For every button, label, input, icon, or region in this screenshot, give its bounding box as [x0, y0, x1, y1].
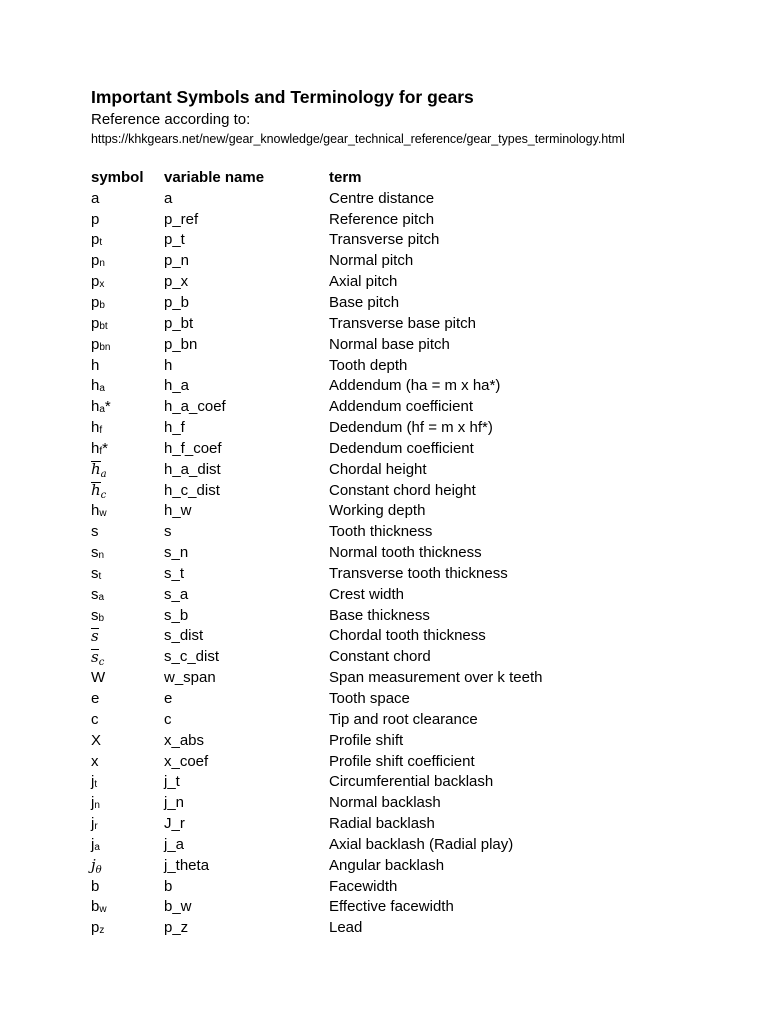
term-cell: Dedendum coefficient [329, 439, 474, 457]
variable-name-cell: s_t [164, 564, 185, 582]
reference-url: https://khkgears.net/new/gear_knowledge/gear_technical_reference/gear_types_terminology.html [91, 132, 625, 146]
symbol-base: h [91, 481, 101, 500]
term-cell: Tooth space [329, 690, 410, 708]
symbol-subscript: t [99, 237, 103, 249]
variable-name-cell: j_t [164, 773, 180, 791]
symbol-cell [91, 398, 164, 415]
symbol-cell [91, 753, 164, 770]
symbol-subscript: t [98, 570, 102, 582]
variable-name-cell: p_x [164, 273, 189, 291]
symbol-subscript: b [99, 299, 105, 311]
table-row [91, 813, 731, 834]
symbol-suffix: * [104, 398, 111, 416]
symbol-cell [91, 315, 164, 332]
term-cell: Axial pitch [329, 273, 398, 291]
symbol-base: s [91, 523, 99, 541]
table-row [91, 501, 731, 522]
symbol-base: h [91, 419, 100, 437]
symbol-base: s [91, 647, 99, 666]
term-cell: Profile shift [329, 731, 404, 749]
symbol-subscript: z [99, 925, 105, 937]
symbol-cell [91, 919, 164, 936]
table-row [91, 230, 731, 251]
term-cell: Chordal tooth thickness [329, 627, 486, 645]
symbol-cell [91, 231, 164, 248]
symbol-base: s [91, 626, 99, 645]
variable-name-cell: s_dist [164, 627, 204, 645]
variable-name-cell: h_f [164, 419, 185, 437]
symbol-cell [91, 336, 164, 353]
symbol-base: h [91, 377, 100, 395]
symbol-cell [91, 357, 164, 374]
symbol-base: s [91, 606, 99, 624]
term-cell: Transverse base pitch [329, 314, 477, 332]
table-row [91, 334, 731, 355]
table-row [91, 563, 731, 584]
symbol-subscript: θ [95, 865, 102, 877]
document-page [91, 84, 731, 938]
symbol-cell [91, 607, 164, 624]
term-cell: Radial backlash [329, 815, 435, 833]
variable-name-cell: J_r [164, 815, 185, 833]
term-cell: Normal backlash [329, 794, 441, 812]
term-cell: Working depth [329, 502, 426, 520]
variable-name-cell: j_a [164, 835, 185, 853]
term-cell: Normal pitch [329, 252, 414, 270]
term-cell: Circumferential backlash [329, 773, 494, 791]
table-row [91, 626, 731, 647]
symbol-base: c [91, 710, 99, 728]
term-cell: Base pitch [329, 293, 400, 311]
table-row [91, 917, 731, 938]
term-cell: Addendum coefficient [329, 398, 473, 416]
symbol-subscript: a [99, 383, 105, 395]
term-cell: Profile shift coefficient [329, 752, 475, 770]
table-row [91, 834, 731, 855]
symbol-base: j [91, 815, 95, 833]
term-cell: Chordal height [329, 460, 427, 478]
symbol-cell [91, 419, 164, 436]
table-row [91, 188, 731, 209]
table-body [91, 188, 731, 938]
variable-name-cell: h_c_dist [164, 481, 220, 499]
symbol-base: b [91, 877, 100, 895]
header-term: term [329, 168, 362, 186]
variable-name-cell: a [164, 189, 173, 207]
symbol-base: h [91, 356, 100, 374]
symbol-subscript: bn [99, 341, 111, 353]
symbol-base: p [91, 919, 100, 937]
terminology-table [91, 167, 731, 938]
symbol-cell [91, 523, 164, 540]
term-cell: Tooth thickness [329, 523, 433, 541]
symbol-base: h [91, 460, 101, 479]
term-cell: Normal tooth thickness [329, 544, 482, 562]
variable-name-cell: p_n [164, 252, 190, 270]
table-row [91, 521, 731, 542]
table-row [91, 855, 731, 876]
variable-name-cell: s_a [164, 585, 189, 603]
header-symbol: symbol [91, 168, 144, 186]
symbol-subscript: n [99, 258, 105, 270]
symbol-base: p [91, 252, 100, 270]
symbol-base: h [91, 439, 100, 457]
variable-name-cell: j_n [164, 794, 185, 812]
variable-name-cell: h_w [164, 502, 192, 520]
symbol-cell [91, 586, 164, 603]
symbol-subscript: a [100, 469, 107, 481]
symbol-cell [91, 898, 164, 915]
variable-name-cell: p_t [164, 231, 185, 249]
term-cell: Lead [329, 919, 363, 937]
symbol-subscript: a [99, 404, 105, 416]
table-row [91, 646, 731, 667]
symbol-cell [91, 190, 164, 207]
symbol-base: b [91, 898, 100, 916]
symbol-cell [91, 794, 164, 811]
table-header-row [91, 167, 731, 188]
table-row [91, 355, 731, 376]
symbol-base: j [91, 773, 95, 791]
symbol-base: W [91, 669, 106, 687]
variable-name-cell: e [164, 690, 173, 708]
table-row [91, 897, 731, 918]
symbol-base: h [91, 502, 100, 520]
variable-name-cell: j_theta [164, 856, 210, 874]
symbol-cell [91, 273, 164, 290]
table-row [91, 375, 731, 396]
variable-name-cell: p_ref [164, 210, 199, 228]
symbol-subscript: c [100, 490, 107, 502]
term-cell: Normal base pitch [329, 335, 450, 353]
table-row [91, 480, 731, 501]
symbol-cell [91, 460, 164, 481]
symbol-cell [91, 440, 164, 457]
symbol-base: p [91, 210, 100, 228]
symbol-subscript: f [99, 425, 103, 437]
table-row [91, 688, 731, 709]
symbol-base: s [91, 564, 99, 582]
symbol-subscript: n [98, 550, 105, 562]
variable-name-cell: p_b [164, 293, 190, 311]
symbol-base: e [91, 690, 100, 708]
symbol-base: p [91, 314, 100, 332]
symbol-cell [91, 690, 164, 707]
symbol-base: j [91, 835, 95, 853]
variable-name-cell: p_bn [164, 335, 198, 353]
variable-name-cell: h_a [164, 377, 190, 395]
table-row [91, 250, 731, 271]
symbol-cell [91, 711, 164, 728]
symbol-base: j [91, 856, 96, 875]
variable-name-cell: h_f_coef [164, 439, 222, 457]
header-variable-name: variable name [164, 168, 265, 186]
symbol-subscript: bt [99, 320, 108, 332]
symbol-cell [91, 377, 164, 394]
symbol-subscript: x [99, 279, 105, 291]
variable-name-cell: c [164, 710, 172, 728]
symbol-cell [91, 627, 164, 645]
term-cell: Addendum (ha = m x ha*) [329, 377, 501, 395]
symbol-subscript: r [94, 821, 98, 833]
symbol-base: p [91, 231, 100, 249]
symbol-cell [91, 732, 164, 749]
term-cell: Crest width [329, 585, 405, 603]
symbol-base: h [91, 398, 100, 416]
variable-name-cell: s_n [164, 544, 189, 562]
symbol-cell [91, 211, 164, 228]
variable-name-cell: b [164, 877, 173, 895]
symbol-base: X [91, 731, 102, 749]
table-row [91, 709, 731, 730]
term-cell: Constant chord height [329, 481, 476, 499]
table-row [91, 438, 731, 459]
table-row [91, 542, 731, 563]
symbol-base: a [91, 189, 100, 207]
symbol-base: j [91, 794, 95, 812]
term-cell: Centre distance [329, 189, 435, 207]
table-row [91, 271, 731, 292]
term-cell: Dedendum (hf = m x hf*) [329, 419, 493, 437]
symbol-base: p [91, 293, 100, 311]
table-row [91, 396, 731, 417]
variable-name-cell: h [164, 356, 173, 374]
symbol-cell [91, 565, 164, 582]
document-title: Important Symbols and Terminology for gears [91, 87, 474, 107]
variable-name-cell: p_z [164, 919, 189, 937]
variable-name-cell: h_a_dist [164, 460, 221, 478]
term-cell: Tooth depth [329, 356, 408, 374]
term-cell: Base thickness [329, 606, 430, 624]
variable-name-cell: p_bt [164, 314, 194, 332]
table-row [91, 292, 731, 313]
symbol-base: s [91, 585, 99, 603]
variable-name-cell: x_coef [164, 752, 209, 770]
table-row [91, 667, 731, 688]
table-row [91, 605, 731, 626]
symbol-cell [91, 648, 164, 666]
term-cell: Angular backlash [329, 856, 445, 874]
symbol-base: p [91, 335, 100, 353]
variable-name-cell: h_a_coef [164, 398, 226, 416]
symbol-subscript: b [98, 612, 105, 624]
table-row [91, 313, 731, 334]
symbol-cell [91, 815, 164, 832]
variable-name-cell: s_b [164, 606, 189, 624]
symbol-subscript: t [94, 779, 98, 791]
symbol-subscript: a [94, 841, 100, 853]
term-cell: Tip and root clearance [329, 710, 478, 728]
term-cell: Reference pitch [329, 210, 435, 228]
variable-name-cell: s [164, 523, 172, 541]
symbol-base: p [91, 273, 100, 291]
symbol-cell [91, 836, 164, 853]
symbol-cell [91, 544, 164, 561]
symbol-cell [91, 669, 164, 686]
symbol-cell [91, 481, 164, 502]
symbol-subscript: w [99, 904, 107, 916]
symbol-base: x [91, 752, 99, 770]
symbol-cell [91, 773, 164, 790]
table-row [91, 584, 731, 605]
variable-name-cell: s_c_dist [164, 648, 220, 666]
table-row [91, 876, 731, 897]
term-cell: Transverse tooth thickness [329, 564, 508, 582]
symbol-cell [91, 294, 164, 311]
term-cell: Constant chord [329, 648, 431, 666]
table-row [91, 751, 731, 772]
symbol-cell [91, 252, 164, 269]
variable-name-cell: x_abs [164, 731, 205, 749]
symbol-base: s [91, 544, 99, 562]
variable-name-cell: w_span [164, 669, 216, 687]
term-cell: Span measurement over k teeth [329, 669, 543, 687]
symbol-subscript: w [99, 508, 107, 520]
symbol-cell [91, 856, 164, 877]
symbol-subscript: f [99, 445, 103, 457]
term-cell: Axial backlash (Radial play) [329, 835, 514, 853]
term-cell: Effective facewidth [329, 898, 454, 916]
symbol-subscript: c [98, 656, 105, 668]
table-row [91, 459, 731, 480]
table-row [91, 730, 731, 751]
table-row [91, 209, 731, 230]
variable-name-cell: b_w [164, 898, 192, 916]
term-cell: Transverse pitch [329, 231, 440, 249]
table-row [91, 771, 731, 792]
term-cell: Facewidth [329, 877, 398, 895]
table-row [91, 417, 731, 438]
symbol-subscript: a [98, 591, 105, 603]
symbol-suffix: * [102, 439, 108, 457]
symbol-cell [91, 878, 164, 895]
symbol-cell [91, 502, 164, 519]
table-row [91, 792, 731, 813]
reference-label: Reference according to: [91, 111, 251, 128]
symbol-subscript: n [94, 800, 100, 812]
